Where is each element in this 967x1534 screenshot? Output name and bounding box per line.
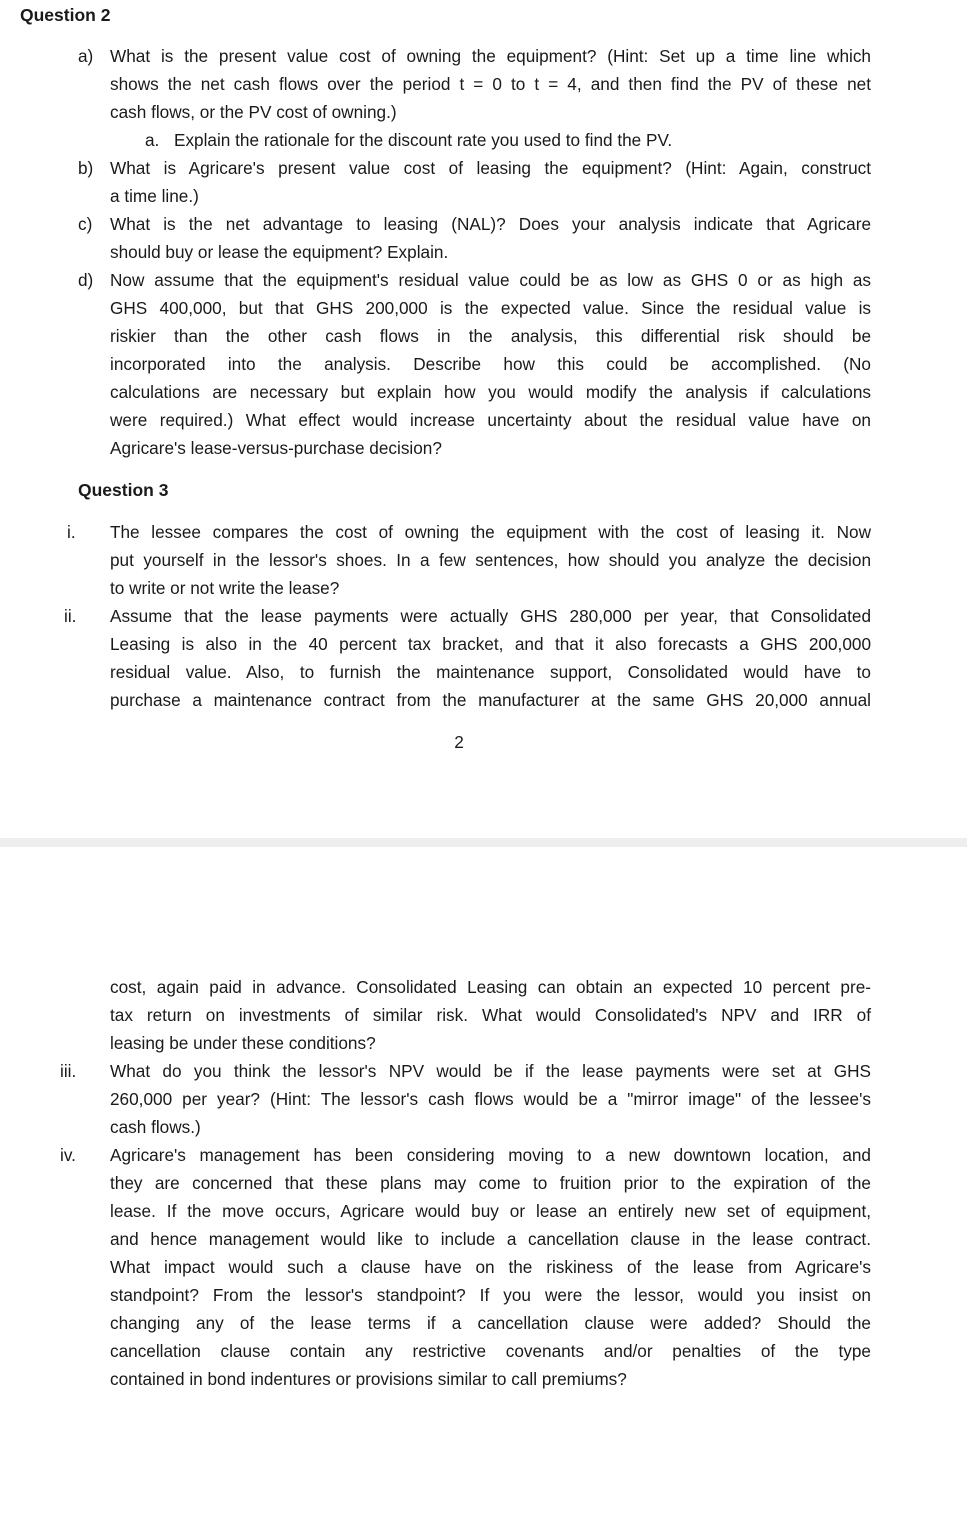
text-line: What is Agricare's present value cost of leasing the equipment? (Hint: Again, construct [110, 158, 871, 178]
list-marker: i. [67, 522, 76, 542]
text-line: calculations are necessary but explain how you would modify the analysis if calculations [110, 382, 871, 402]
text-line: GHS 400,000, but that GHS 200,000 is the expected value. Since the residual value is [110, 298, 871, 318]
list-marker: a) [78, 46, 94, 66]
text-line: cash flows.) [110, 1117, 201, 1137]
text-line: incorporated into the analysis. Describe how this could be accomplished. (No [110, 354, 871, 374]
text-line: What is the present value cost of owning the equipment? (Hint: Set up a time line which [110, 46, 871, 66]
list-marker: ii. [64, 606, 77, 626]
question-3-heading: Question 3 [78, 480, 169, 500]
text-line: a time line.) [110, 186, 199, 206]
text-line: residual value. Also, to furnish the maintenance support, Consolidated would have to [110, 662, 871, 682]
list-marker: iv. [60, 1145, 76, 1165]
text-line: What is the net advantage to leasing (NAL)? Does your analysis indicate that Agricare [110, 214, 871, 234]
text-line: they are concerned that these plans may come to fruition prior to the expiration of the [110, 1173, 871, 1193]
text-line: riskier than the other cash flows in the analysis, this differential risk should be [110, 326, 871, 346]
list-marker: a. [145, 130, 160, 150]
text-line: put yourself in the lessor's shoes. In a few sentences, how should you analyze the decision [110, 550, 871, 570]
question-2-heading: Question 2 [20, 5, 111, 25]
text-line: Agricare's lease-versus-purchase decision? [110, 438, 442, 458]
text-line: The lessee compares the cost of owning the equipment with the cost of leasing it. Now [110, 522, 871, 542]
text-line: What do you think the lessor's NPV would be if the lease payments were set at GHS [110, 1061, 871, 1081]
text-line: cash flows, or the PV cost of owning.) [110, 102, 397, 122]
page-number: 2 [454, 732, 464, 752]
list-marker: b) [78, 158, 94, 178]
text-line: standpoint? From the lessor's standpoint? If you were the lessor, would you insist on [110, 1285, 871, 1305]
text-line: leasing be under these conditions? [110, 1033, 376, 1053]
list-marker: iii. [60, 1061, 77, 1081]
text-line: What impact would such a clause have on the riskiness of the lease from Agricare's [110, 1257, 871, 1277]
text-line: tax return on investments of similar risk. What would Consolidated's NPV and IRR of [110, 1005, 871, 1025]
text-line: lease. If the move occurs, Agricare would buy or lease an entirely new set of equipment, [110, 1201, 871, 1221]
list-marker: d) [78, 270, 94, 290]
list-marker: c) [78, 214, 93, 234]
text-line: contained in bond indentures or provisions similar to call premiums? [110, 1369, 627, 1389]
text-line: Now assume that the equipment's residual value could be as low as GHS 0 or as high as [110, 270, 871, 290]
text-line: cancellation clause contain any restrictive covenants and/or penalties of the type [110, 1341, 871, 1361]
page-separator [0, 838, 967, 847]
document-page-2 [0, 847, 967, 1534]
text-line: shows the net cash flows over the period t = 0 to t = 4, and then find the PV of these net [110, 74, 871, 94]
text-line: should buy or lease the equipment? Explain. [110, 242, 449, 262]
text-line: were required.) What effect would increase uncertainty about the residual value have on [110, 410, 871, 430]
text-line: and hence management would like to include a cancellation clause in the lease contract. [110, 1229, 871, 1249]
text-line: Agricare's management has been considering moving to a new downtown location, and [110, 1145, 871, 1165]
text-line: changing any of the lease terms if a cancellation clause were added? Should the [110, 1313, 871, 1333]
text-line: Leasing is also in the 40 percent tax bracket, and that it also forecasts a GHS 200,000 [110, 634, 871, 654]
text-line: Assume that the lease payments were actually GHS 280,000 per year, that Consolidated [110, 606, 871, 626]
text-line: purchase a maintenance contract from the manufacturer at the same GHS 20,000 annual [110, 690, 871, 710]
text-line: Explain the rationale for the discount rate you used to find the PV. [174, 130, 673, 150]
text-line: 260,000 per year? (Hint: The lessor's cash flows would be a "mirror image" of the lessee's [110, 1089, 871, 1109]
text-line: to write or not write the lease? [110, 578, 340, 598]
text-line: cost, again paid in advance. Consolidated Leasing can obtain an expected 10 percent pre- [110, 977, 871, 997]
